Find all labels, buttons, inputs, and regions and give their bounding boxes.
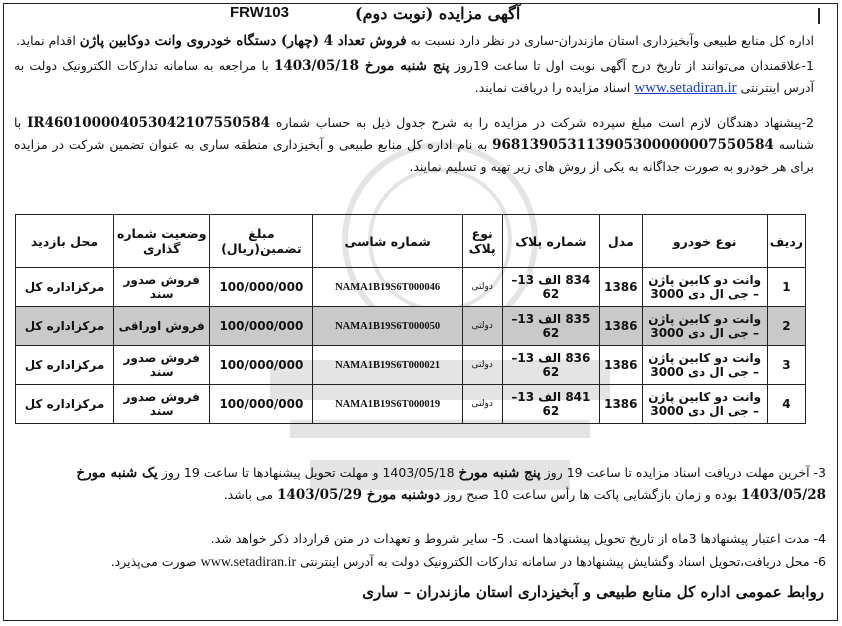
visit-place: مرکزاداره کل bbox=[16, 307, 114, 346]
item-3-text-a: 3- آخرین مهلت دریافت اسناد مزایده تا ساعت 19 روز bbox=[544, 465, 826, 480]
row-number: 2 bbox=[767, 307, 805, 346]
registration-status: فروش صدور سند bbox=[114, 346, 210, 385]
iban-number: IR460100004053042107550584 bbox=[27, 115, 271, 131]
notice-code: FRW103 bbox=[230, 4, 289, 21]
row-number: 3 bbox=[767, 346, 805, 385]
item-6-paragraph bbox=[14, 551, 826, 573]
frame-mark bbox=[818, 8, 820, 24]
shenase-number: 968139053113905300000007550584 bbox=[492, 137, 774, 153]
intro-end: اقدام نماید. bbox=[16, 33, 76, 48]
col-row: ردیف bbox=[767, 215, 805, 268]
plate-number: 841 الف 13– 62 bbox=[502, 385, 599, 424]
plate-type: دولتی bbox=[462, 385, 502, 424]
guarantee-amount: 100/000/000 bbox=[210, 385, 313, 424]
col-visit-place: محل بازدید bbox=[16, 215, 114, 268]
item-4-paragraph: 4- مدت اعتبار پیشنهادها 3ماه از تاریخ تحویل پیشنهادها است. 5- سایر شروط و تعهدات در متن قرارداد ذکر خواهد شد. bbox=[210, 531, 826, 546]
plate-number: 834 الف 13– 62 bbox=[502, 268, 599, 307]
item-6-text-a: 6- محل دریافت،تحویل اسناد وگشایش پیشنهادها در سامانه تدارکات الکترونیک دولت به آدرس اینترنتی bbox=[300, 554, 826, 569]
guarantee-amount: 100/000/000 bbox=[210, 307, 313, 346]
item-1-text-a: 1-علاقمندان می‌توانند از تاریخ درج آگهی نوبت اول تا ساعت 19روز bbox=[454, 58, 814, 73]
col-amount: مبلغ تضمین(ریال) bbox=[210, 215, 313, 268]
plate-number: 836 الف 13– 62 bbox=[502, 346, 599, 385]
item-3-deadline: یک شنبه مورخ 1403/05/28 bbox=[76, 465, 826, 503]
setadiran-link[interactable]: www.setadiran.ir bbox=[634, 80, 737, 96]
col-chassis: شماره شاسی bbox=[313, 215, 462, 268]
plate-type: دولتی bbox=[462, 346, 502, 385]
registration-status: فروش صدور سند bbox=[114, 268, 210, 307]
table-header-row bbox=[16, 215, 806, 268]
car-type: وانت دو کابین پاژن – جی ال دی 3000 bbox=[642, 385, 767, 424]
setadiran-address[interactable]: www.setadiran.ir bbox=[200, 555, 297, 570]
plate-type: دولتی bbox=[462, 307, 502, 346]
item-2-text-b: با شناسه bbox=[14, 115, 814, 152]
intro-bold: فروش تعداد 4 (چهار) دستگاه خودروی وانت دوکابین پاژن bbox=[79, 33, 407, 49]
guarantee-amount: 100/000/000 bbox=[210, 346, 313, 385]
item-2-text-a: 2-پیشنهاد دهندگان لازم است مبلغ سپرده شرکت در مزایده را به شرح جدول ذیل به حساب شماره bbox=[275, 115, 814, 130]
table-row bbox=[16, 346, 806, 385]
plate-number: 835 الف 13– 62 bbox=[502, 307, 599, 346]
registration-status: فروش اوراقی bbox=[114, 307, 210, 346]
table-row bbox=[16, 385, 806, 424]
item-1-text-b: با مراجعه به سامانه تدارکات الکترونیک دولت به آدرس اینترنتی bbox=[14, 58, 814, 95]
table-row bbox=[16, 268, 806, 307]
model: 1386 bbox=[600, 268, 642, 307]
item-6-text-b: صورت می‌پذیرد. bbox=[110, 554, 197, 569]
item-3-paragraph bbox=[14, 462, 826, 506]
col-car-type: نوع خودرو bbox=[642, 215, 767, 268]
chassis-number: NAMA1B19S6T000050 bbox=[313, 307, 462, 346]
chassis-number: NAMA1B19S6T000019 bbox=[313, 385, 462, 424]
item-2-paragraph bbox=[14, 112, 814, 177]
item-1-paragraph bbox=[14, 55, 814, 99]
item-2-text-c: به نام اداره کل منابع طبیعی و آبخیزداری منطقه ساری به عنوان تضمین شرکت در مزایده برای هر خودرو به صورت جداگانه به یکی از روش های زیر تهیه و تسلیم نمایند. bbox=[14, 137, 814, 174]
public-relations-signature: روابط عمومی اداره کل منابع طبیعی و آبخیزداری استان مازندران – ساری bbox=[362, 583, 824, 601]
col-plate-type: نوع پلاک bbox=[462, 215, 502, 268]
item-3-opening-date: دوشنبه مورخ 1403/05/29 bbox=[277, 487, 441, 503]
item-3-weekday: پنج شنبه مورخ bbox=[458, 465, 541, 481]
visit-place: مرکزاداره کل bbox=[16, 268, 114, 307]
chassis-number: NAMA1B19S6T000021 bbox=[313, 346, 462, 385]
col-model: مدل bbox=[600, 215, 642, 268]
notice-title: آگهی مزایده (نوبت دوم) bbox=[355, 4, 521, 23]
item-3-text-g: می باشد. bbox=[223, 487, 274, 502]
item-1-date: پنج شنبه مورخ 1403/05/18 bbox=[273, 58, 450, 74]
row-number: 4 bbox=[767, 385, 805, 424]
vehicles-table bbox=[15, 214, 806, 424]
col-status: وضعیت شماره گذاری bbox=[114, 215, 210, 268]
guarantee-amount: 100/000/000 bbox=[210, 268, 313, 307]
visit-place: مرکزاداره کل bbox=[16, 385, 114, 424]
car-type: وانت دو کابین پاژن – جی ال دی 3000 bbox=[642, 346, 767, 385]
model: 1386 bbox=[600, 385, 642, 424]
chassis-number: NAMA1B19S6T000046 bbox=[313, 268, 462, 307]
table-row bbox=[16, 307, 806, 346]
item-3-text-e: بوده و زمان بازگشایی پاکت ها رأس ساعت 10 صبح روز bbox=[444, 487, 737, 502]
col-plate-number: شماره پلاک bbox=[502, 215, 599, 268]
intro-text: اداره کل منابع طبیعی وآبخیزداری استان مازندران-ساری در نظر دارد نسبت به bbox=[410, 33, 814, 48]
car-type: وانت دو کابین پاژن – جی ال دی 3000 bbox=[642, 268, 767, 307]
model: 1386 bbox=[600, 307, 642, 346]
row-number: 1 bbox=[767, 268, 805, 307]
item-3-date: 1403/05/18 bbox=[382, 465, 455, 480]
item-1-text-c: اسناد مزایده را دریافت نمایند. bbox=[474, 80, 631, 95]
registration-status: فروش صدور سند bbox=[114, 385, 210, 424]
item-3-text-c: و مهلت تحویل پیشنهادها تا ساعت 19 روز bbox=[161, 465, 379, 480]
visit-place: مرکزاداره کل bbox=[16, 346, 114, 385]
model: 1386 bbox=[600, 346, 642, 385]
intro-paragraph bbox=[14, 30, 814, 52]
car-type: وانت دو کابین پاژن – جی ال دی 3000 bbox=[642, 307, 767, 346]
plate-type: دولتی bbox=[462, 268, 502, 307]
